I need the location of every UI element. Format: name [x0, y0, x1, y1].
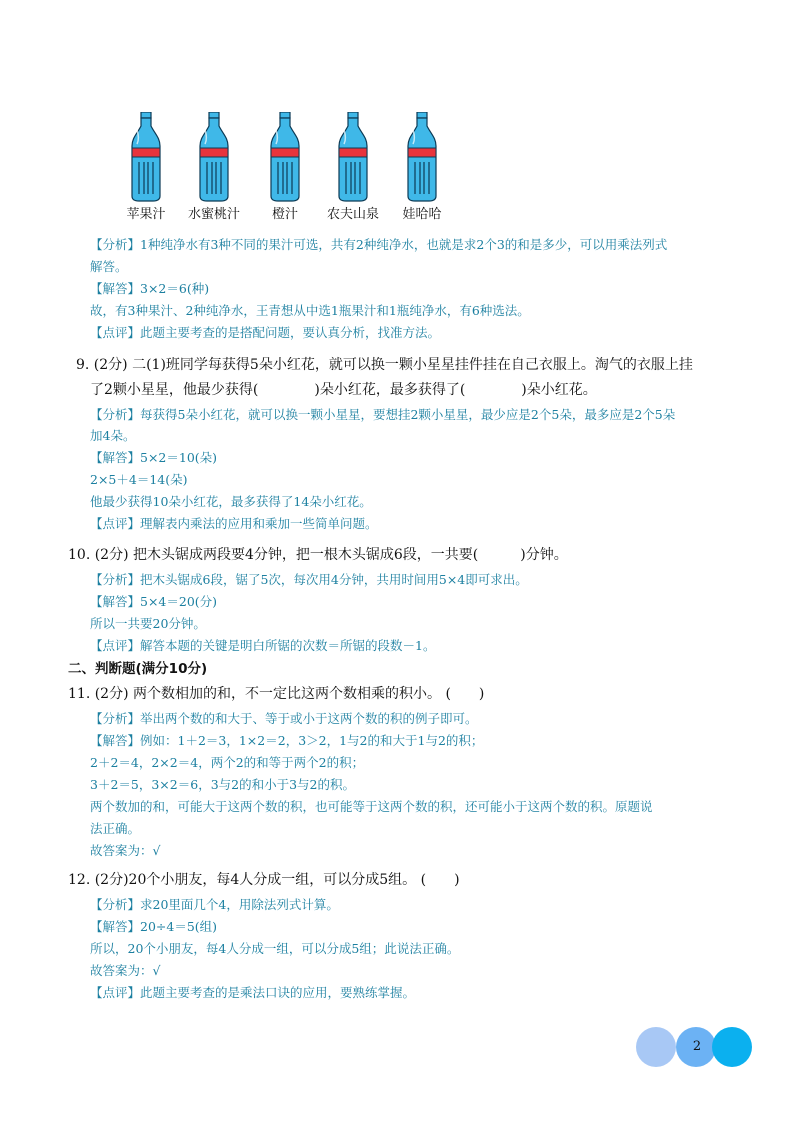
- bottle-label: 水蜜桃汁: [187, 207, 240, 222]
- analysis-text: 【分析】求20里面几个4，用除法列式计算。: [90, 897, 339, 912]
- answer-text: 【解答】20÷4＝5(组): [90, 919, 218, 934]
- answer-text: 2×5＋4＝14(朵): [90, 472, 188, 487]
- bottle-icon: [338, 112, 368, 202]
- analysis-text: 解答。: [90, 259, 128, 274]
- bottle-icon: [131, 112, 161, 202]
- bottle-icon: [270, 112, 300, 202]
- analysis-text: 加4朵。: [90, 428, 136, 443]
- question-text: 11. (2分) 两个数相加的和，不一定比这两个数相乘的积小。 ( ): [68, 686, 485, 702]
- analysis-text: 【分析】每获得5朵小红花，就可以换一颗小星星，要想挂2颗小星星，最少应是2个5朵，最多应是2个5朵: [90, 407, 676, 422]
- comment-text: 【点评】解答本题的关键是明白所锯的次数＝所锯的段数－1。: [90, 638, 436, 653]
- question-text: 了2颗小星星，他最少获得( )朵小红花，最多获得了( )朵小红花。: [90, 382, 597, 398]
- answer-text: 他最少获得10朵小红花，最多获得了14朵小红花。: [90, 494, 372, 509]
- section-title: 二、判断题(满分10分): [68, 661, 208, 677]
- analysis-text: 【分析】1种纯净水有3种不同的果汁可选，共有2种纯净水，也就是求2个3的和是多少，可以用乘法列式: [90, 237, 668, 252]
- decorative-dot: [712, 1027, 752, 1067]
- answer-text: 【解答】5×2＝10(朵): [90, 450, 218, 465]
- answer-text: 所以，20个小朋友，每4人分成一组，可以分成5组；此说法正确。: [90, 941, 460, 956]
- answer-text: 故，有3种果汁、2种纯净水，王青想从中选1瓶果汁和1瓶纯净水，有6种选法。: [90, 303, 530, 318]
- bottle-label: 苹果汁: [126, 207, 166, 222]
- bottle-label: 娃哈哈: [402, 207, 442, 222]
- answer-text: 法正确。: [90, 821, 141, 836]
- bottle-label: 农夫山泉: [326, 207, 379, 222]
- analysis-text: 【分析】把木头锯成6段，锯了5次，每次用4分钟，共用时间用5×4即可求出。: [90, 572, 528, 587]
- page-number: 2: [692, 1039, 702, 1054]
- answer-text: 【解答】5×4＝20(分): [90, 594, 218, 609]
- answer-text: 2＋2＝4，2×2＝4，两个2的和等于两个2的积；: [90, 755, 365, 770]
- answer-text: 故答案为：√: [90, 963, 161, 978]
- answer-text: 3＋2＝5，3×2＝6，3与2的和小于3与2的积。: [90, 777, 356, 792]
- decorative-dot: [636, 1027, 676, 1067]
- question-text: 10. (2分) 把木头锯成两段要4分钟，把一根木头锯成6段，一共要( )分钟。: [68, 547, 568, 563]
- question-text: 9. (2分) 二(1)班同学每获得5朵小红花，就可以换一颗小星星挂件挂在自己衣服上。淘气的衣服上挂: [76, 357, 693, 373]
- bottle-icon: [199, 112, 229, 202]
- answer-text: 【解答】3×2＝6(种): [90, 281, 210, 296]
- bottle-label: 橙汁: [271, 207, 298, 222]
- question-text: 12. (2分)20个小朋友，每4人分成一组，可以分成5组。 ( ): [68, 872, 460, 888]
- analysis-text: 【分析】举出两个数的和大于、等于或小于这两个数的积的例子即可。: [90, 711, 478, 726]
- answer-text: 【解答】例如：1＋2＝3，1×2＝2，3＞2，1与2的和大于1与2的积；: [90, 733, 484, 748]
- answer-text: 故答案为：√: [90, 843, 161, 858]
- answer-text: 所以一共要20分钟。: [90, 616, 206, 631]
- comment-text: 【点评】此题主要考查的是搭配问题，要认真分析，找准方法。: [90, 325, 441, 340]
- comment-text: 【点评】此题主要考查的是乘法口诀的应用，要熟练掌握。: [90, 985, 416, 1000]
- answer-text: 两个数加的和，可能大于这两个数的积，也可能等于这两个数的积，还可能小于这两个数的积。原题说: [90, 799, 653, 814]
- comment-text: 【点评】理解表内乘法的应用和乘加一些简单问题。: [90, 516, 378, 531]
- bottle-icon: [407, 112, 437, 202]
